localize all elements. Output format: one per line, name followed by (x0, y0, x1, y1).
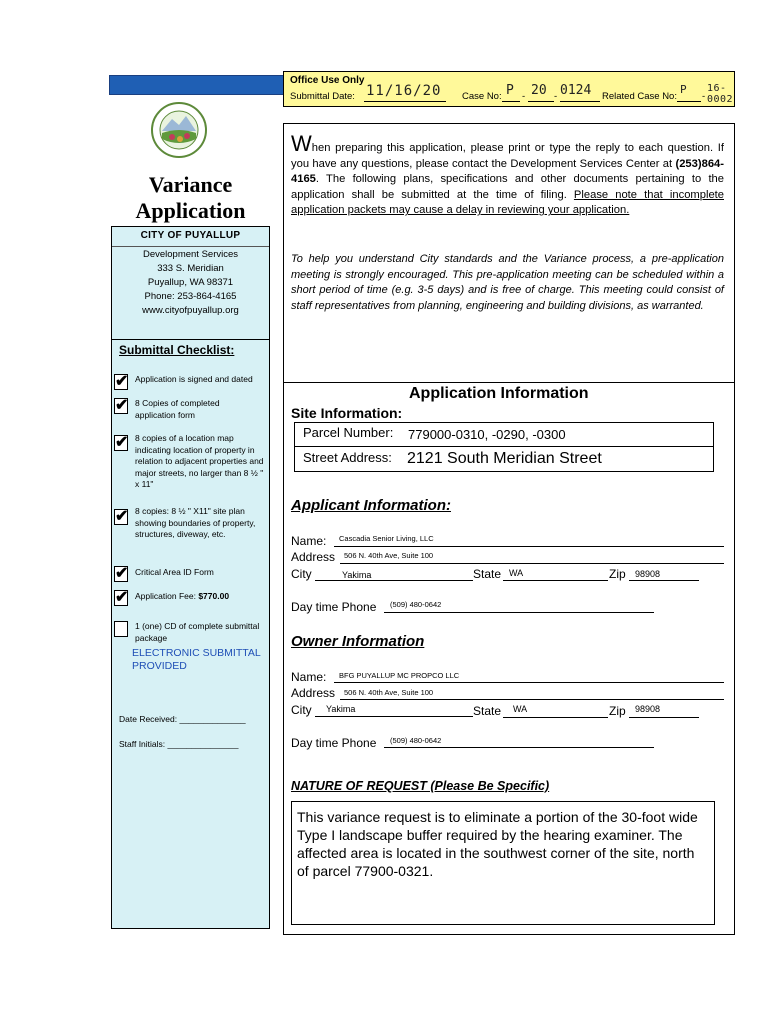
owner-name-value: BFG PUYALLUP MC PROPCO LLC (339, 671, 460, 680)
applicant-city-label: City (291, 567, 312, 581)
street-address-input[interactable]: 2121 South Meridian Street (407, 450, 602, 467)
owner-name-label: Name: (291, 670, 327, 684)
case-number-value: 0124 (560, 83, 592, 98)
street-address-label: Street Address: (303, 450, 392, 465)
intro-text: hen preparing this application, please print or type the reply to each question. If you have any questions, please contact the Development Services Center at (291, 142, 724, 170)
form-title-line1: Variance (148, 172, 233, 197)
owner-info-heading: Owner Information (291, 633, 425, 650)
related-case-label: Related Case No: (602, 91, 677, 102)
checklist-item-3: 8 copies of a location map indicating location of property in relation to adjacent properties and major streets, no larger than 8 ½ " x 11" (135, 433, 264, 489)
checklist-title: Submittal Checklist: (119, 343, 235, 357)
intro-phone: (253)864-4165 (291, 157, 724, 186)
owner-zip-label: Zip (609, 704, 626, 718)
sidebar-website[interactable]: www.cityofpuyallup.org (142, 305, 239, 316)
applicant-name-label: Name: (291, 534, 327, 548)
checklist-item-5: Critical Area ID Form (135, 567, 214, 577)
submittal-date-value: 11/16/20 (366, 83, 442, 99)
owner-state-value: WA (513, 704, 528, 714)
checklist-item-7: 1 (one) CD of complete submittal package (135, 621, 260, 643)
owner-address-value: 506 N. 40th Ave, Suite 100 (344, 688, 434, 697)
date-received-field[interactable]: Date Received: ______________ (119, 714, 246, 724)
checklist-divider (112, 339, 269, 340)
checklist-checkbox-2[interactable]: ✔ (115, 397, 129, 414)
owner-city-label: City (291, 703, 312, 717)
main-form-panel (283, 123, 735, 935)
parcel-number-input[interactable]: 779000-0310, -0290, -0300 (408, 427, 566, 442)
nature-of-request-text: This variance request is to eliminate a portion of the 30-foot wide Type I landscape buffer required by the hearing examiner. The affected area is located in the southwest corner of the site, north of parcel 77900-0321. (297, 809, 698, 879)
applicant-address-value: 506 N. 40th Ave, Suite 100 (344, 551, 434, 560)
fee-amount: $770.00 (198, 591, 230, 601)
checklist-checkbox-4[interactable]: ✔ (115, 508, 129, 525)
section-divider (283, 382, 735, 383)
sidebar-city: Puyallup, WA 98371 (147, 277, 234, 288)
submittal-date-label: Submittal Date: (290, 91, 355, 102)
fee-label: Application Fee: (135, 591, 196, 601)
owner-phone-value: (509) 480-0642 (390, 736, 442, 745)
applicant-state-value: WA (509, 568, 524, 578)
sidebar-phone: Phone: 253-864-4165 (144, 291, 237, 302)
checklist-item-6 (135, 591, 270, 603)
applicant-state-label: State (473, 567, 502, 581)
owner-zip-value: 98908 (635, 704, 661, 714)
checklist-checkbox-5[interactable]: ✔ (115, 565, 129, 582)
case-prefix-value: P (506, 83, 514, 98)
electronic-submittal-note: ELECTRONIC SUBMITTAL PROVIDED (132, 647, 261, 672)
sidebar-city-heading: CITY OF PUYALLUP (140, 230, 241, 241)
intro-text-2: . The following plans, specifications and other documents pertaining to the application shall be submitted at the time of filing. (291, 173, 724, 201)
sidebar-department: Development Services (142, 249, 239, 260)
checklist-checkbox-7[interactable] (114, 621, 128, 637)
applicant-phone-label: Day time Phone (291, 600, 377, 614)
checklist-checkbox-3[interactable]: ✔ (115, 434, 129, 451)
office-use-title: Office Use Only (290, 75, 365, 86)
owner-address-label: Address (291, 686, 336, 700)
owner-city-value: Yakima (326, 704, 356, 714)
office-use-box: Office Use Only Submittal Date: 11/16/20 Case No: P - 20 - 0124 Related Case No: P - 16-0002 (283, 71, 735, 107)
applicant-zip-label: Zip (609, 567, 626, 581)
parcel-number-label: Parcel Number: (303, 425, 394, 440)
sidebar-panel (111, 226, 270, 929)
applicant-city-value: Yakima (342, 570, 372, 580)
pre-application-note: To help you understand City standards and the Variance process, a pre-application meeting is strongly encouraged. This pre-application meeting can be scheduled within a short period of time (e.g. 3-5 days) and is free of charge. This meeting could consist of staff representatives from planning, engineering and building divisions, as warranted. (291, 253, 724, 312)
checklist-checkbox-1[interactable]: ✔ (115, 373, 129, 390)
site-info-heading: Site Information: (291, 405, 403, 421)
case-year-value: 20 (531, 83, 547, 98)
sidebar-divider (112, 246, 269, 247)
nature-of-request-field[interactable] (291, 801, 715, 925)
owner-phone-label: Day time Phone (291, 736, 377, 750)
related-prefix-value: P (680, 83, 687, 96)
applicant-phone-value: (509) 480-0642 (390, 600, 442, 609)
checklist-item-2: 8 Copies of completed application form (135, 398, 220, 420)
related-case-value: 16-0002 (707, 83, 734, 105)
intro-drop-cap: W (291, 131, 312, 156)
checklist-checkbox-6[interactable]: ✔ (115, 589, 129, 606)
case-number-label: Case No: (462, 91, 502, 102)
site-info-box (294, 422, 714, 472)
applicant-city-input[interactable] (315, 568, 473, 581)
sidebar-street: 333 S. Meridian (157, 263, 224, 274)
staff-initials-field[interactable]: Staff Initials: _______________ (119, 739, 239, 749)
nature-of-request-heading: NATURE OF REQUEST (Please Be Specific) (291, 779, 550, 793)
applicant-name-value: Cascadia Senior Living, LLC (339, 534, 434, 543)
intro-warning: Please note that incomplete application packets may cause a delay in reviewing your application. (291, 188, 724, 217)
application-info-heading: Application Information (409, 385, 589, 402)
intro-paragraph (291, 131, 724, 219)
applicant-zip-value: 98908 (635, 569, 661, 579)
checklist-item-1: Application is signed and dated (135, 374, 253, 384)
form-title-line2: Application (135, 198, 246, 223)
applicant-address-label: Address (291, 550, 336, 564)
header-color-bar (109, 75, 286, 95)
applicant-info-heading: Applicant Information: (291, 497, 451, 514)
city-seal-logo (150, 101, 208, 159)
owner-state-label: State (473, 704, 502, 718)
checklist-item-4: 8 copies: 8 ½ " X11" site plan showing boundaries of property, structures, diveway, etc. (135, 506, 256, 539)
